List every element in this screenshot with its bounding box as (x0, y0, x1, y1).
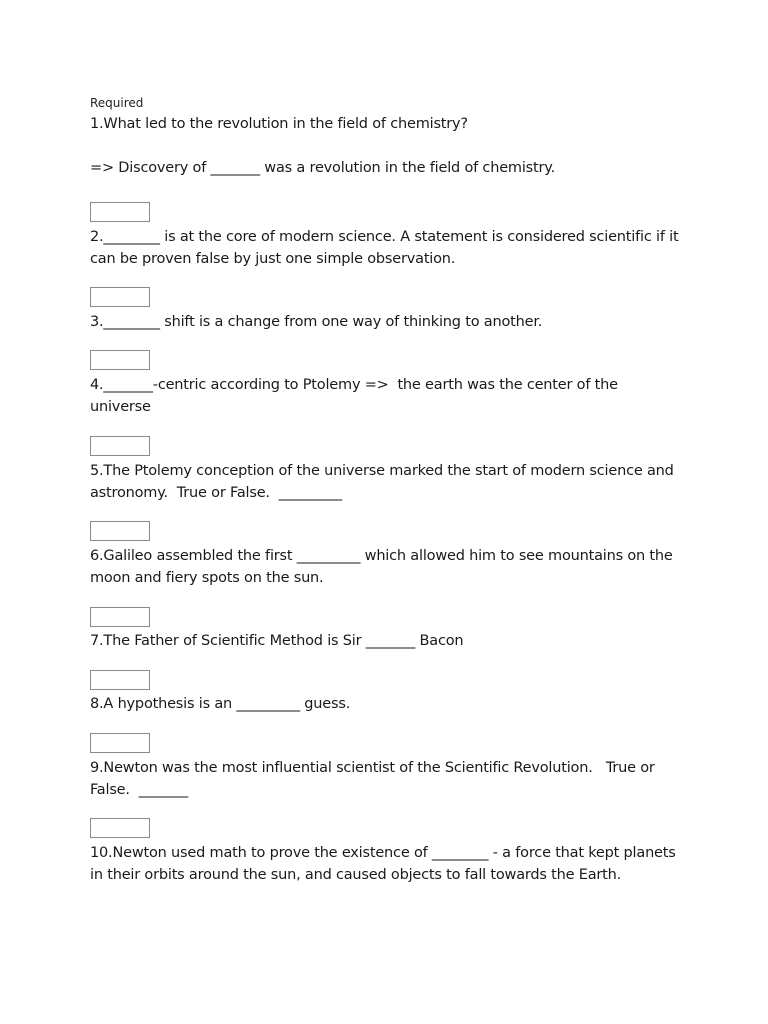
question-2-text: 2.________ is at the core of modern science. A statement is considered scientific if it can be proven false by just one simple observation. (90, 229, 683, 267)
question-3-answer-input[interactable] (90, 350, 150, 370)
question-5-answer-input[interactable] (90, 521, 150, 541)
question-9-text: 9.Newton was the most influential scientist of the Scientific Revolution. True or False. _______ (90, 760, 660, 798)
question-1-subtext: => Discovery of _______ was a revolution in the field of chemistry. (90, 160, 555, 176)
question-1-answer-input[interactable] (90, 202, 150, 222)
question-8-text: 8.A hypothesis is an _________ guess. (90, 696, 351, 712)
question-4-answer-input[interactable] (90, 436, 150, 456)
question-8-answer-input[interactable] (90, 733, 150, 753)
question-6-answer-input[interactable] (90, 607, 150, 627)
question-2-answer-input[interactable] (90, 287, 150, 307)
question-6-text: 6.Galileo assembled the first _________ which allowed him to see mountains on the moon and fiery spots on the sun. (90, 548, 678, 586)
question-10-text: 10.Newton used math to prove the existence of ________ - a force that kept planets in their orbits around the sun, and caused objects to fall towards the Earth. (90, 845, 681, 883)
required-label: Required (90, 96, 144, 110)
question-4-text: 4._______-centric according to Ptolemy => the earth was the center of the universe (90, 377, 623, 415)
question-7-answer-input[interactable] (90, 670, 150, 690)
question-1-text: 1.What led to the revolution in the field of chemistry? (90, 116, 468, 132)
question-9-answer-input[interactable] (90, 818, 150, 838)
question-3-text: 3.________ shift is a change from one way of thinking to another. (90, 314, 543, 330)
question-7-text: 7.The Father of Scientific Method is Sir _______ Bacon (90, 633, 464, 649)
question-5-text: 5.The Ptolemy conception of the universe marked the start of modern science and astronomy. True or False. _________ (90, 463, 679, 501)
